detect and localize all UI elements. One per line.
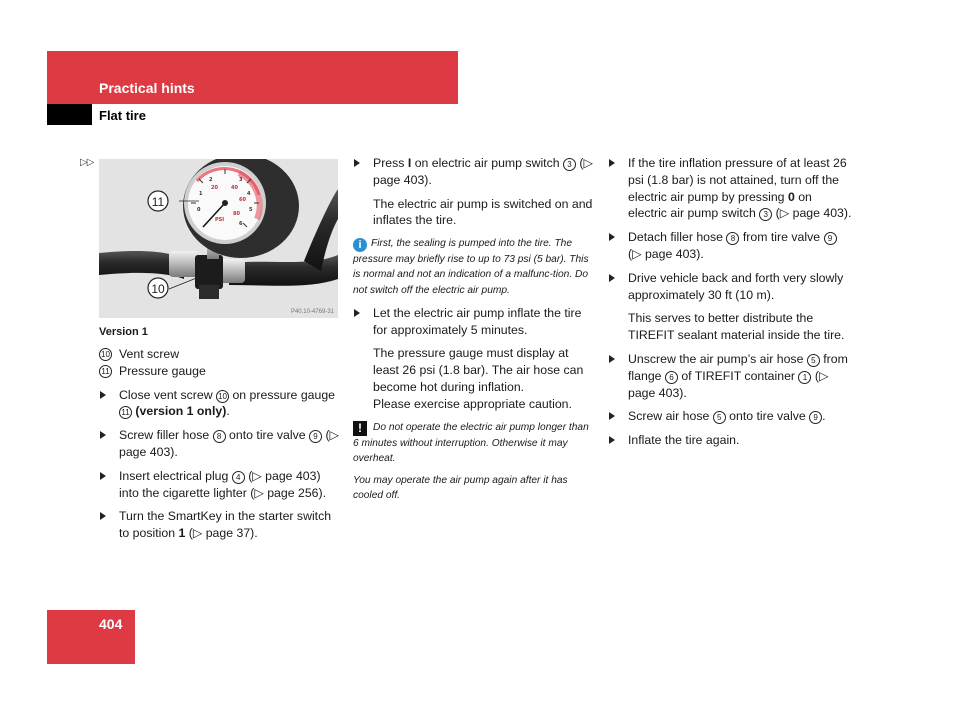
bullet-triangle-icon [100, 391, 106, 399]
figure-caption: Version 1 [99, 326, 148, 338]
callout-number: 10 [99, 348, 112, 361]
callout-10-label: 10 [151, 282, 165, 296]
bullet-triangle-icon [609, 274, 615, 282]
step-result: Please exercise appropriate caution. [373, 396, 572, 411]
callout-number: 4 [232, 471, 245, 484]
svg-text:60: 60 [239, 197, 246, 203]
bullet-triangle-icon [100, 512, 106, 520]
bullet-triangle-icon [354, 309, 360, 317]
step: Drive vehicle back and forth very slowly approximately 30 ft (10 m). [608, 270, 853, 304]
bullet-triangle-icon [609, 412, 615, 420]
bullet-triangle-icon [609, 436, 615, 444]
pressure-gauge-illustration [99, 159, 338, 318]
callout-number: 6 [665, 371, 678, 384]
subsection-title: Flat tire [99, 108, 146, 123]
warning-icon: ! [353, 421, 367, 436]
svg-text:6: 6 [239, 221, 243, 227]
step: Let the electric air pump inflate the tire for approximately 5 minutes. [353, 305, 596, 339]
svg-text:3: 3 [239, 177, 243, 183]
bullet-triangle-icon [100, 472, 106, 480]
step: Close vent screw 10 on pressure gauge 11 (version 1 only). [99, 387, 341, 421]
callout-number: 9 [309, 430, 322, 443]
svg-text:2: 2 [209, 177, 213, 183]
svg-text:4: 4 [247, 191, 251, 197]
svg-text:20: 20 [211, 185, 218, 191]
subsection-marker [47, 104, 92, 125]
step-result: This serves to better distribute the TIREFIT sealant material inside the tire. [628, 311, 845, 343]
step: Screw air hose 5 onto tire valve 9 . [608, 408, 853, 425]
legend-text: Pressure gauge [119, 363, 206, 378]
callout-number: 3 [563, 158, 576, 171]
step-result: The pressure gauge must display at least 26 psi (1.8 bar). The air hose can become hot during inflation. [373, 346, 584, 394]
callout-number: 5 [713, 411, 726, 424]
continued-marker: ▷▷ [80, 157, 94, 168]
callout-number: 9 [824, 232, 837, 245]
callout-number: 1 [798, 371, 811, 384]
pressure-gauge-figure [99, 159, 338, 318]
svg-text:0: 0 [197, 207, 201, 213]
info-icon: i [353, 238, 367, 252]
callout-number: 8 [213, 430, 226, 443]
callout-number: 11 [99, 365, 112, 378]
warning-note-continued: You may operate the air pump again after it has cooled off. [353, 474, 568, 502]
bullet-triangle-icon [609, 233, 615, 241]
page-number: 404 [99, 616, 123, 632]
step: Turn the SmartKey in the starter switch to position 1 (▷ page 37). [99, 508, 341, 542]
callout-number: 10 [216, 390, 229, 403]
callout-number: 5 [807, 354, 820, 367]
svg-text:1: 1 [199, 191, 203, 197]
legend-item [99, 363, 341, 380]
callout-number: 11 [119, 406, 132, 419]
section-title: Practical hints [99, 80, 195, 96]
legend-text: Vent screw [119, 347, 180, 361]
legend-item [99, 346, 341, 363]
bullet-triangle-icon [609, 355, 615, 363]
header-bar [47, 51, 458, 104]
step: Press I on electric air pump switch 3 (▷ page 403). [353, 155, 596, 189]
svg-text:80: 80 [233, 211, 240, 217]
svg-text:PSI: PSI [215, 217, 225, 223]
step: Insert electrical plug 4 (▷ page 403) into the cigarette lighter (▷ page 256). [99, 468, 341, 502]
step: Unscrew the air pump’s air hose 5 from flange 6 of TIREFIT container 1 (▷ page 403). [608, 351, 853, 401]
callout-number: 9 [809, 411, 822, 424]
callout-11-label: 11 [151, 195, 165, 209]
column-1 [99, 346, 341, 542]
bullet-triangle-icon [354, 159, 360, 167]
svg-text:40: 40 [231, 185, 238, 191]
callout-number: 8 [726, 232, 739, 245]
step-result: The electric air pump is switched on and inflates the tire. [373, 196, 593, 228]
bullet-triangle-icon [609, 159, 615, 167]
callout-number: 3 [759, 208, 772, 221]
column-2 [353, 155, 596, 503]
step: Inflate the tire again. [608, 432, 853, 449]
step: Detach filler hose 8 from tire valve 9 (▷ page 403). [608, 229, 853, 263]
warning-note: ! Do not operate the electric air pump longer than 6 minutes without interruption. Otherwise it may overheat. [353, 420, 589, 464]
info-note: i First, the sealing is pumped into the tire. The pressure may briefly rise to up to 73 psi (5 bar). This is normal and not an indication of a malfunc-tion. Do not switch off the electric air pump. [353, 238, 589, 296]
step: If the tire inflation pressure of at least 26 psi (1.8 bar) is not attained, turn off the electric air pump by pressing 0 on electric air pump switch 3 (▷ page 403). [608, 155, 853, 222]
figure-code: P40.10-4769-31 [290, 309, 334, 315]
svg-text:5: 5 [249, 207, 253, 213]
step: Screw filler hose 8 onto tire valve 9 (▷ page 403). [99, 427, 341, 461]
column-3 [608, 155, 853, 449]
bullet-triangle-icon [100, 431, 106, 439]
